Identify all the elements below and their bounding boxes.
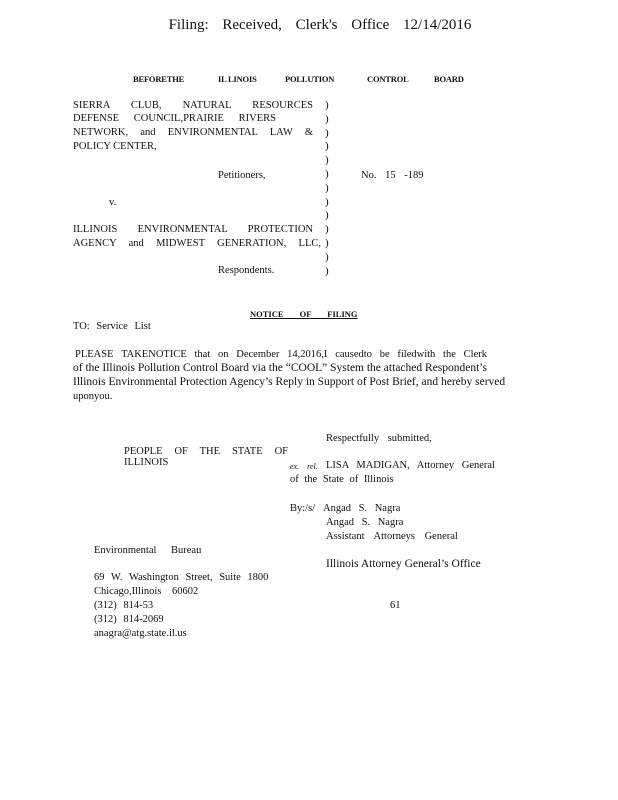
people-of-illinois: PEOPLE OF THE STATE OF ILLINOIS <box>124 446 288 468</box>
paren: ) <box>325 126 329 139</box>
paren: ) <box>325 223 329 236</box>
environmental-bureau: Environmental Bureau <box>94 545 202 556</box>
board-word-3: POLLUTION <box>285 74 335 84</box>
ex-rel: ex. rel. <box>290 462 318 471</box>
respectfully-submitted: Respectfully submitted, <box>326 433 432 444</box>
phone-1: (312) 814-53 <box>94 600 154 611</box>
ag-office: Illinois Attorney General’s Office <box>326 558 481 570</box>
attorney-name: Angad S. Nagra <box>326 517 404 528</box>
board-word-4: CONTROL <box>367 74 409 84</box>
of-the-state: of the State of Illinois <box>290 474 394 485</box>
respondents-label: Respondents. <box>218 265 275 276</box>
paren: ) <box>325 140 329 153</box>
paren: ) <box>325 264 329 277</box>
body-line-2: of the Illinois Pollution Control Board via the “COOL” System the attached Respondent’s <box>73 362 487 374</box>
respondent-line-1: ILLINOIS ENVIRONMENTAL PROTECTION <box>73 224 313 235</box>
petitioners-label: Petitioners, <box>218 170 266 181</box>
attorney-general: LISA MADIGAN, Attorney General <box>326 460 495 471</box>
paren: ) <box>325 195 329 208</box>
phone-2: (312) 814-2069 <box>94 614 164 625</box>
phone-1-tail: 61 <box>390 600 401 611</box>
paren: ) <box>325 181 329 194</box>
address-line-2: Chicago,Illinois 60602 <box>94 586 199 597</box>
filing-stamp: Filing: Received, Clerk's Office 12/14/2016 <box>168 17 472 33</box>
notice-title: NOTICE OF FILING <box>250 309 358 319</box>
board-word-2: IL LINOIS <box>218 74 257 84</box>
petitioner-line-2: DEFENSE COUNCIL,PRAIRIE RIVERS <box>73 113 276 124</box>
petitioner-line-3: NETWORK, and ENVIRONMENTAL LAW & <box>73 127 313 138</box>
paren: ) <box>325 209 329 222</box>
caption-paren-column <box>325 99 329 278</box>
board-word-1: BEFORETHE <box>133 74 185 84</box>
address-line-1: 69 W. Washington Street, Suite 1800 <box>94 572 269 583</box>
paren: ) <box>325 236 329 249</box>
respondent-line-2: AGENCY and MIDWEST GENERATION, LLC, <box>73 238 321 249</box>
paren: ) <box>325 250 329 263</box>
paren: ) <box>325 99 329 111</box>
body-line-3: Illinois Environmental Protection Agency’s Reply in Support of Post Brief, and hereby served <box>73 376 506 388</box>
attorney-title: Assistant Attorneys General <box>326 531 458 542</box>
petitioner-line-4: POLICY CENTER, <box>73 141 157 152</box>
paren: ) <box>325 154 329 167</box>
body-line-1: PLEASE TAKENOTICE that on December 14,2016,I causedto be filedwith the Clerk <box>75 349 487 360</box>
paren: ) <box>325 112 329 125</box>
by-signature: By:/s/ <box>290 503 316 514</box>
petitioner-line-1: SIERRA CLUB, NATURAL RESOURCES <box>73 100 313 111</box>
signer-name: Angad S. Nagra <box>323 503 401 514</box>
board-word-5: BOARD <box>434 74 464 84</box>
paren: ) <box>325 167 329 180</box>
case-number: No. 15 -189 <box>361 170 424 181</box>
versus: v. <box>109 197 117 208</box>
email: anagra@atg.state.il.us <box>94 628 187 639</box>
body-line-4: uponyou. <box>73 391 113 402</box>
service-list: TO: Service List <box>73 321 151 332</box>
